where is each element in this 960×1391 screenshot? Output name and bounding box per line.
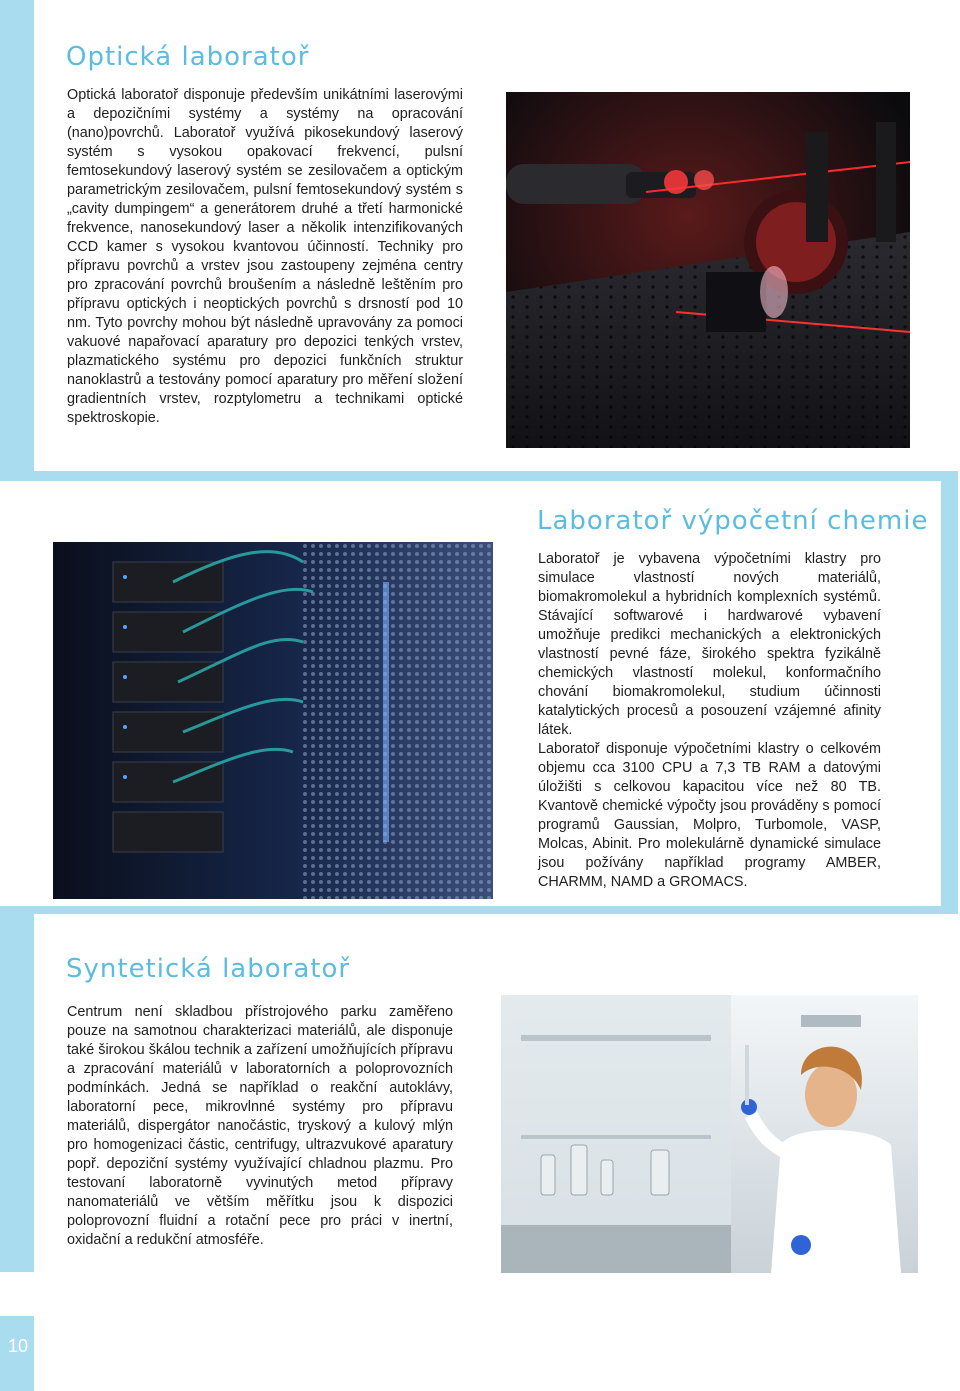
frame-band-right-mid [941,471,958,914]
synthetic-lab-text: Centrum není skladbou přístrojového parku zaměřeno pouze na samotnou charakterizaci materiálů, ale disponuje také širokou škálou technik a zařízení umožňujících přípravu a zpracování materiálů v laboratorních a poloprovozních podmínkách. Jedná se například o reakční autoklávy, laboratorní pece, mikrovlnné systémy pro přípravu materiálů, dispergátor nanočástic, tryskový a kulový mlýn pro homogenizaci částic, centrifugy, ultrazvukové aparatury popř. depoziční systémy využívající chladnou plazmu. Pro testovaní laboratorně vyvinutých metod přípravy nanomateriálů ve větším měřítku jsou k dispozici poloprovozní fluidní a rotační pece pro práci v inertní, oxidační a redukční atmosféře. [67,1004,453,1248]
frame-band-left-top [0,0,34,481]
frame-band-bottom-top [0,471,958,481]
server-rack-photo [53,542,493,899]
laser-lab-photo [506,92,910,448]
frame-band-left-bottom [0,906,34,1272]
optical-lab-text: Optická laboratoř disponuje především unikátními laserovými a depozičními systémy a systémy na opracování (nano)povrchů. Laboratoř využívá pikosekundový laserový systém s vysokou opakovací frekvencí, pulsní femtosekundový laserový systém se zesilovačem a optickým parametrickým zesilovačem, pulsní femtosekundový systém s „cavity dumpingem“ a generátorem druhé a třetí harmonické frekvence, nanosekundový laser a několik intenzifikovaných CCD kamer s vysokou kvantovou účinností. Techniky pro přípravu povrchů a vrstev jsou zastoupeny zejména centry pro zpracování povrchů broušením a následně leštěním pro přípravu optických i neoptických povrchů s drsností pod 10 nm. Tyto povrchy mohou být následně upravovány za pomoci vakuové napařovací aparatury pro depozici tenkých vrstev, plazmatického systému pro depozici funkčních struktur nanoklastrů a testovány pomocí aparatury pro měření složení gradientních vrstev, rozptylometru a technikami optické spektroskopie. [67,87,463,426]
synthetic-lab-title: Syntetická laboratoř [66,954,351,984]
page-number: 10 [8,1336,29,1356]
computational-lab-text-2: Laboratoř disponuje výpočetními klastry o celkovém objemu cca 3100 CPU a 7,3 TB RAM a datovými úložišti s celkovou kapacitou více než 80 TB. Kvantově chemické výpočty jsou prováděny s pomocí programů Gaussian, Molpro, Turbomole, VASP, Molcas, Abinit. Pro molekulárně dynamické simulace jsou požívány například programy AMBER, CHARMM, NAMD a GROMACS. [538,741,881,890]
chemistry-lab-photo-svg [501,995,918,1273]
frame-band-bottom-mid [0,906,958,914]
laser-lab-photo-svg [506,92,910,448]
server-rack-photo-svg [53,542,493,899]
optical-lab-title: Optická laboratoř [66,42,310,72]
computational-lab-text-1: Laboratoř je vybavena výpočetními klastry pro simulace vlastností nových materiálů, biomakromolekul a hybridních komplexních systémů. Stávající softwarové i hardwarové vybavení umožňuje predikci mechanických a elektronických vlastností pevné fáze, širokého spektra fyzikálně chemických vlastností molekul, konformačního chování biomakromolekul, studium účinnosti katalytických procesů a posouzení vzájemné afinity látek. [538,551,881,738]
chemistry-lab-photo [501,995,918,1273]
computational-lab-title: Laboratoř výpočetní chemie [537,506,929,536]
